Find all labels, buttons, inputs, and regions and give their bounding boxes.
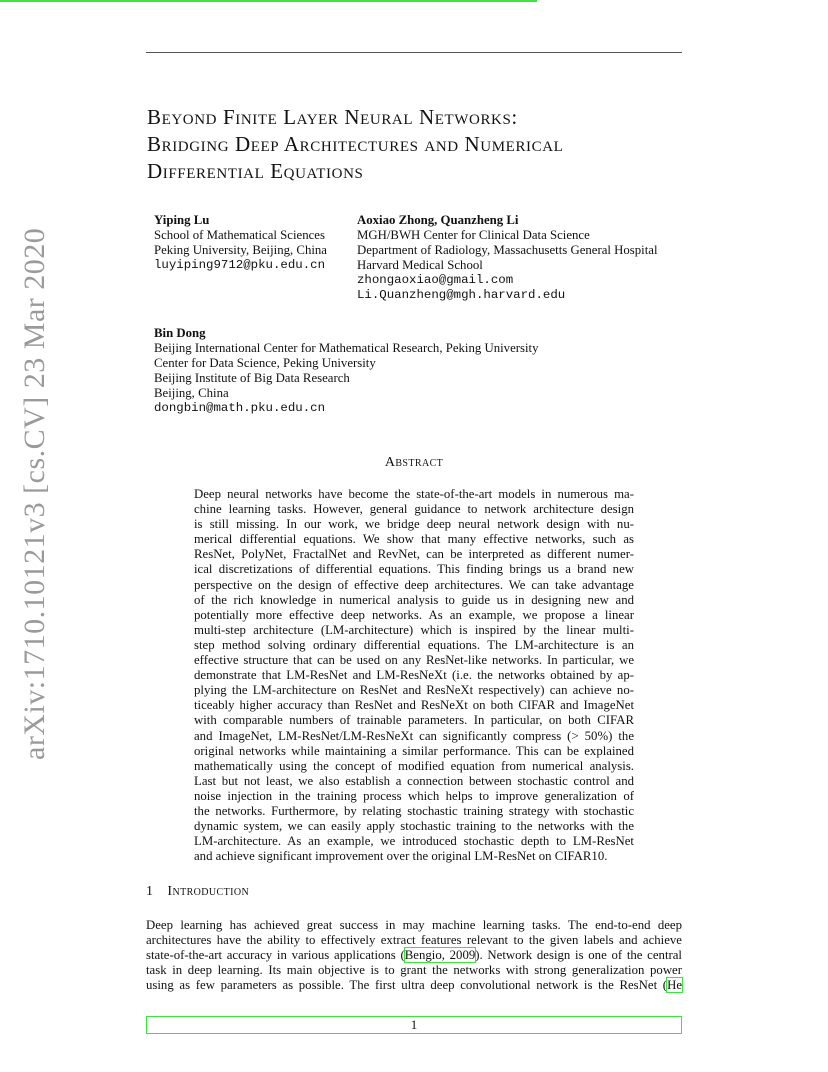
author-email[interactable]: Li.Quanzheng@mgh.harvard.edu (357, 288, 566, 302)
abstract-line: chine learning tasks. However, general guidance to network architecture design (194, 502, 634, 517)
author-email[interactable]: luyiping9712@pku.edu.cn (154, 258, 326, 272)
intro-line: Deep learning has achieved great success in may machine learning tasks. The end-to-end deep (146, 918, 682, 932)
intro-line (146, 948, 682, 963)
abstract-line: is still missing. In our work, we bridge deep neural network design with nu- (194, 517, 634, 532)
abstract-line: demonstrate that LM-ResNet and LM-ResNeXt (i.e. the networks obtained by ap- (194, 668, 634, 683)
author-affiliation: Department of Radiology, Massachusetts General Hospital (357, 243, 658, 257)
author-affiliation: Harvard Medical School (357, 258, 483, 272)
author-affiliation: Beijing Institute of Big Data Research (154, 371, 350, 385)
abstract-line: and achieve significant improvement over the original LM-ResNet on CIFAR10. (194, 849, 608, 864)
abstract-line: noise injection in the training process which helps to improve generalization of (194, 788, 634, 803)
abstract-line: of the rich knowledge in numerical analysis to guide us in designing new and (194, 592, 634, 607)
author-affiliation: MGH/BWH Center for Clinical Data Science (357, 228, 590, 242)
author-block-1 (154, 213, 327, 273)
title-line-2: Bridging Deep Architectures and Numerical (147, 132, 564, 156)
abstract-line: and ImageNet, LM-ResNet/LM-ResNeXt can significantly compress (> 50%) the (194, 728, 634, 743)
paper-title (147, 104, 707, 185)
abstract-line: Last but not least, we also establish a connection between stochastic control and (194, 773, 634, 788)
author-affiliation: Beijing, China (154, 386, 229, 400)
abstract-line: effective structure that can be used on any ResNet-like networks. In particular, we (194, 653, 634, 668)
author-name: Bin Dong (154, 326, 206, 340)
intro-text: state-of-the-art accuracy in various applications ( (146, 948, 405, 962)
intro-line: task in deep learning. Its main objective is to grant the networks with strong generalization power (146, 963, 682, 977)
top-progress-bar (0, 0, 537, 2)
author-email[interactable]: zhongaoxiao@gmail.com (357, 273, 514, 287)
abstract-line: dynamic system, we can easily apply stochastic training to the networks with the (194, 819, 634, 834)
abstract-heading: Abstract (384, 455, 444, 470)
citation-link-he[interactable]: He (667, 978, 682, 992)
abstract-line: ticeably higher accuracy than ResNet and ResNeXt on both CIFAR and ImageNet (194, 698, 634, 713)
arxiv-identifier[interactable]: arXiv:1710.10121v3 [cs.CV] 23 Mar 2020 (18, 227, 51, 760)
author-name: Yiping Lu (154, 213, 210, 227)
intro-line: architectures have the ability to effectively extract features relevant to the given labels and achieve (146, 933, 682, 947)
abstract-line: Deep neural networks have become the state-of-the-art models in numerous ma- (194, 487, 634, 501)
abstract-body (194, 487, 634, 864)
abstract-line: plying the LM-architecture on ResNet and ResNeXt respectively) can achieve no- (194, 683, 634, 698)
author-email[interactable]: dongbin@math.pku.edu.cn (154, 401, 326, 415)
abstract-line: mathematically using the concept of modified equation from numerical analysis. (194, 758, 634, 773)
author-block-3 (154, 326, 539, 416)
page-number-box[interactable] (146, 1016, 682, 1034)
intro-paragraph (146, 918, 682, 993)
intro-text: using as few parameters as possible. The first ultra deep convolutional network is the ResNet ( (146, 978, 668, 992)
author-affiliation: Center for Data Science, Peking University (154, 356, 376, 370)
author-affiliation: Peking University, Beijing, China (154, 243, 327, 257)
abstract-line: ResNet, PolyNet, FractalNet and RevNet, can be interpreted as different numer- (194, 547, 634, 562)
section-heading (146, 884, 249, 900)
title-line-3: Differential Equations (147, 159, 364, 183)
abstract-line: multi-step architecture (LM-architecture) which is inspired by the linear multi- (194, 622, 634, 637)
abstract-line: ical discretizations of differential equations. This finding brings us a brand new (194, 562, 634, 577)
abstract-line: potentially more effective deep networks. As an example, we propose a linear (194, 607, 634, 622)
abstract-line: merical differential equations. We show that many effective networks, such as (194, 532, 634, 547)
author-name: Aoxiao Zhong, Quanzheng Li (357, 213, 519, 227)
abstract-line: step method solving ordinary differential equations. The LM-architecture is an (194, 637, 634, 652)
section-title: Introduction (167, 884, 250, 899)
title-line-1: Beyond Finite Layer Neural Networks: (147, 105, 518, 129)
author-affiliation: School of Mathematical Sciences (154, 228, 325, 242)
author-block-2 (357, 213, 658, 303)
abstract-line: perspective on the design of effective deep architectures. We can take advantage (194, 577, 634, 592)
abstract-line: original networks while maintaining a similar performance. This can be explained (194, 743, 634, 758)
intro-text: ). Network design is one of the central (475, 948, 682, 962)
page-number: 1 (410, 1017, 418, 1032)
abstract-line: the networks. Furthermore, by relating stochastic training strategy with stochastic (194, 803, 634, 818)
abstract-line: with comparable numbers of trainable parameters. In particular, on both CIFAR (194, 713, 634, 728)
author-affiliation: Beijing International Center for Mathematical Research, Peking University (154, 341, 539, 355)
header-rule (146, 52, 682, 53)
citation-link-bengio[interactable]: Bengio, 2009 (404, 948, 476, 962)
intro-line (146, 978, 682, 993)
section-number: 1 (146, 884, 154, 899)
abstract-line: LM-architecture. As an example, we introduced stochastic depth to LM-ResNet (194, 834, 634, 849)
